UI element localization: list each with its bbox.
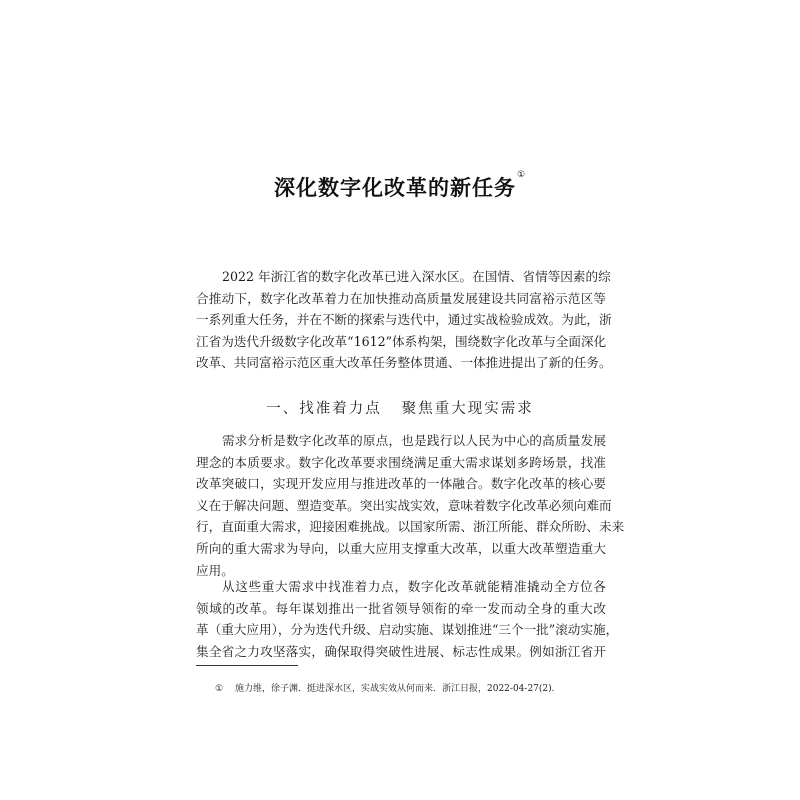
body-paragraph: [196, 576, 619, 662]
paragraph-line: 所向的重大需求为导向，以重大应用支撑重大改革，以重大改革塑造重大: [196, 540, 606, 556]
paragraph-line: 2022 年浙江省的数字化改革已进入深水区。在国情、省情等因素的综: [222, 269, 611, 284]
section-heading-part1: 一、找准着力点: [266, 401, 382, 417]
footnote-mark: ①: [215, 684, 224, 694]
page-title: [0, 172, 800, 202]
paragraph-line: 理念的本质要求。数字化改革要求围绕满足重大需求谋划多跨场景，找准: [196, 454, 606, 470]
body-paragraph: [196, 430, 625, 581]
paragraph-line: 集全省之力攻坚落实，确保取得突破性进展、标志性成果。例如浙江省开: [196, 643, 606, 659]
title-footnote-mark: ①: [516, 170, 527, 180]
paragraph-line: 改革突破口，实现开发应用与推进改革的一体融合。数字化改革的核心要: [196, 476, 606, 492]
paragraph-line: 一系列重大任务，并在不断的探索与迭代中，通过实战检验成效。为此，浙: [196, 312, 612, 328]
paragraph-line: 需求分析是数字化改革的原点，也是践行以人民为中心的高质量发展: [222, 433, 606, 448]
title-text: 深化数字化改革的新任务: [273, 176, 516, 200]
paragraph-line: 江省为迭代升级数字化改革“1612”体系构架，围绕数字化改革与全面深化: [196, 333, 607, 349]
paragraph-line: 行，直面重大需求，迎接困难挑战。以国家所需、浙江所能、群众所盼、未来: [196, 519, 625, 535]
paragraph-line: 改革、共同富裕示范区重大改革任务整体贯通、一体推进提出了新的任务。: [196, 355, 612, 371]
paragraph-line: 从这些重大需求中找准着力点，数字化改革就能精准撬动全方位各: [222, 579, 606, 594]
intro-paragraph: [196, 266, 612, 374]
section-heading-part2: 聚焦重大现实需求: [401, 401, 534, 417]
paragraph-line: 义在于解决问题、塑造变革。突出实战实效，意味着数字化改革必须向难而: [196, 497, 612, 513]
paragraph-line: 领域的改革。每年谋划推出一批省领导领衔的牵一发而动全身的重大改: [196, 600, 606, 616]
section-heading: [0, 397, 800, 418]
paragraph-line: 革（重大应用），分为迭代升级、启动实施、谋划推进“三个一批”滚动实施，: [196, 622, 619, 638]
footnote-divider: [196, 665, 298, 666]
footnote-text: 施力维，徐子渊．挺进深水区，实战实效从何而来．浙江日报，2022-04-27(2).: [235, 684, 555, 694]
paragraph-line: 合推动下，数字化改革着力在加快推动高质量发展建设共同富裕示范区等: [196, 290, 606, 306]
paragraph-line: 应用。: [196, 562, 234, 578]
footnote: [215, 681, 555, 694]
